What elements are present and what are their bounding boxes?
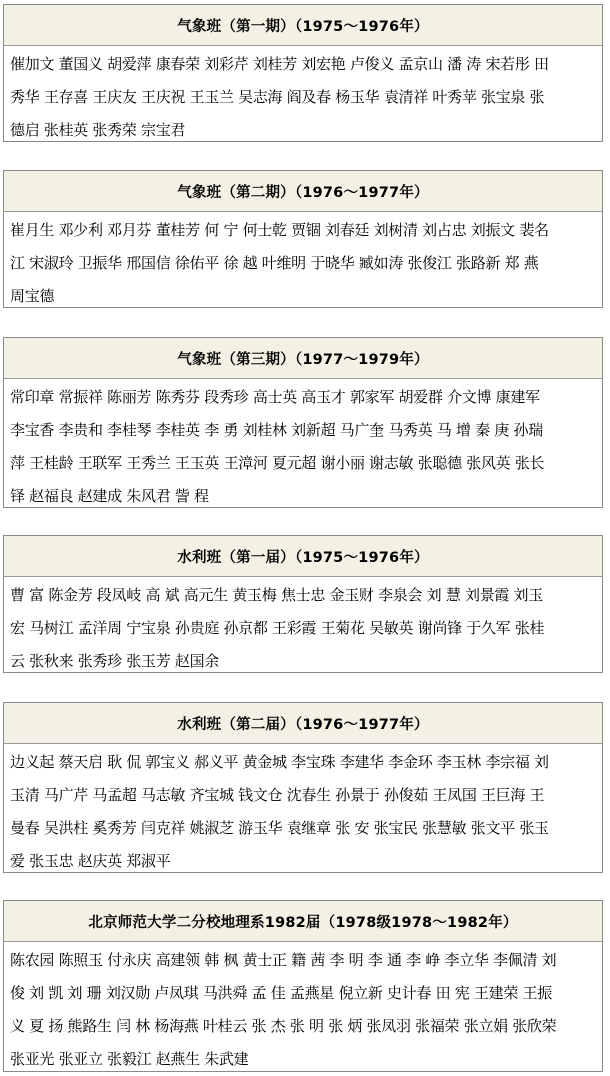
name-line: 义 夏 扬 熊路生 闫 林 杨海燕 叶桂云 张 杰 张 明 张 炳 张凤羽 张福荣 张立娟 张欣荣 <box>10 1017 557 1035</box>
class-block-geography-1982 <box>3 900 603 1072</box>
name-list <box>4 744 602 878</box>
name-line: 萍 王桂龄 王联军 王秀兰 王玉英 王漳河 夏元超 谢小丽 谢志敏 张聪德 张风英 张长 <box>10 454 545 472</box>
name-list <box>4 212 602 313</box>
name-list <box>4 942 602 1076</box>
name-line: 李宝香 李贵和 李桂琴 李桂英 李 勇 刘桂林 刘新超 马广奎 马秀英 马 增 秦 庚 孙瑞 <box>10 421 543 439</box>
class-block-water-1 <box>3 535 603 673</box>
name-line: 边义起 蔡天启 耿 侃 郭宝义 郝义平 黄金城 李宝珠 李建华 李金环 李玉林 李宗福 刘 <box>10 753 549 771</box>
name-list <box>4 46 602 147</box>
class-block-meteorology-2 <box>3 170 603 308</box>
name-line: 玉清 马广芹 马孟超 马志敏 齐宝城 钱文仓 沈春生 孙景于 孙俊茹 王凤国 王巨海 王 <box>10 786 545 804</box>
class-header: 气象班（第二期）（1976～1977年） <box>4 171 602 212</box>
class-block-meteorology-1 <box>3 4 603 142</box>
name-line: 曹 富 陈金芳 段凤岐 高 斌 高元生 黄玉梅 焦士忠 金玉财 李泉会 刘 慧 刘景霞 刘玉 <box>10 586 543 604</box>
name-line: 俊 刘 凯 刘 珊 刘汉勋 卢凤琪 马洪舜 孟 佳 孟燕星 倪立新 史计春 田 宪 王建荣 王振 <box>10 984 552 1002</box>
class-header: 水利班（第一届）（1975～1976年） <box>4 536 602 577</box>
name-line: 秀华 王存喜 王庆友 王庆祝 王玉兰 吴志海 阎及春 杨玉华 袁清祥 叶秀苹 张宝泉 张 <box>10 88 545 106</box>
class-block-meteorology-3 <box>3 337 603 508</box>
name-line: 张亚光 张亚立 张毅江 赵燕生 朱武建 <box>10 1050 249 1068</box>
class-header: 气象班（第三期）（1977～1979年） <box>4 338 602 379</box>
name-line: 德启 张桂英 张秀荣 宗宝君 <box>10 121 186 139</box>
class-header: 北京师范大学二分校地理系1982届（1978级1978～1982年） <box>4 901 602 942</box>
name-line: 铎 赵福良 赵建成 朱风君 訾 程 <box>10 487 209 505</box>
class-header: 水利班（第二届）（1976～1977年） <box>4 703 602 744</box>
name-line: 宏 马树江 孟洋周 宁宝泉 孙贵庭 孙京都 王彩霞 王菊花 吴敏英 谢尚锋 于久军 张桂 <box>10 619 545 637</box>
name-line: 崔月生 邓少利 邓月芬 董桂芳 何 宁 何士乾 贾锢 刘春廷 刘树清 刘占忠 刘振文 裴名 <box>10 221 549 239</box>
name-line: 常印章 常振祥 陈丽芳 陈秀芬 段秀珍 高士英 高玉才 郭家军 胡爱群 介文博 康建军 <box>10 388 540 406</box>
name-line: 周宝德 <box>10 287 55 305</box>
class-header: 气象班（第一期）（1975～1976年） <box>4 5 602 46</box>
name-line: 云 张秋来 张秀珍 张玉芳 赵国余 <box>10 652 219 670</box>
name-line: 江 宋淑玲 卫振华 邢国信 徐佑平 徐 越 叶维明 于晓华 臧如涛 张俊江 张路新 郑 燕 <box>10 254 539 272</box>
class-block-water-2 <box>3 702 603 873</box>
name-list <box>4 577 602 678</box>
name-line: 催加文 董国义 胡爱萍 康春荣 刘彩芹 刘桂芳 刘宏艳 卢俊义 孟京山 潘 涛 宋若彤 田 <box>10 55 549 73</box>
name-line: 爱 张玉忠 赵庆英 郑淑平 <box>10 852 171 870</box>
name-list <box>4 379 602 513</box>
name-line: 陈农园 陈照玉 付永庆 高建领 韩 枫 黄士正 籍 茜 李 明 李 通 李 峥 李立华 李佩清 刘 <box>10 951 557 969</box>
name-line: 曼春 吴洪柱 奚秀芳 闫克祥 姚淑芝 游玉华 袁继章 张 安 张宝民 张慧敏 张文平 张玉 <box>10 819 549 837</box>
